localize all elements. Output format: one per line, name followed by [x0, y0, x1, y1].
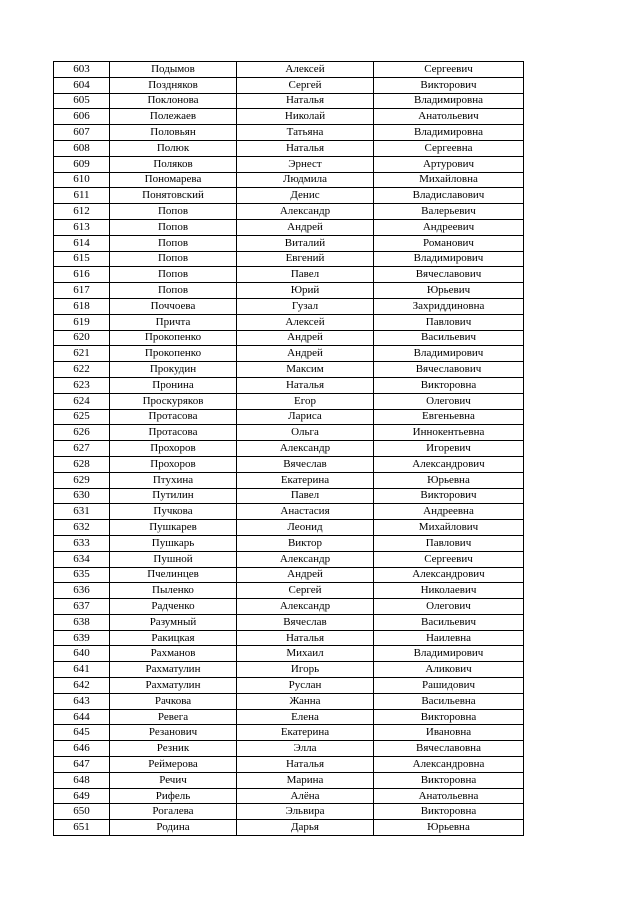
first-name-cell: Андрей	[237, 330, 374, 346]
first-name-cell: Алёна	[237, 788, 374, 804]
patronymic-cell: Валерьевич	[374, 204, 524, 220]
first-name-cell: Екатерина	[237, 472, 374, 488]
patronymic-cell: Александровна	[374, 757, 524, 773]
last-name-cell: Поляков	[110, 156, 237, 172]
last-name-cell: Резник	[110, 741, 237, 757]
row-number-cell: 638	[54, 614, 110, 630]
last-name-cell: Разумный	[110, 614, 237, 630]
row-number-cell: 651	[54, 820, 110, 836]
last-name-cell: Полежаев	[110, 109, 237, 125]
table-row	[54, 820, 524, 836]
table-row	[54, 156, 524, 172]
first-name-cell: Наталья	[237, 140, 374, 156]
table-row	[54, 204, 524, 220]
row-number-cell: 608	[54, 140, 110, 156]
first-name-cell: Александр	[237, 204, 374, 220]
first-name-cell: Александр	[237, 441, 374, 457]
row-number-cell: 648	[54, 772, 110, 788]
row-number-cell: 629	[54, 472, 110, 488]
first-name-cell: Алексей	[237, 62, 374, 78]
row-number-cell: 630	[54, 488, 110, 504]
first-name-cell: Егор	[237, 393, 374, 409]
patronymic-cell: Викторович	[374, 77, 524, 93]
row-number-cell: 646	[54, 741, 110, 757]
row-number-cell: 627	[54, 441, 110, 457]
table-row	[54, 709, 524, 725]
patronymic-cell: Владимирович	[374, 346, 524, 362]
patronymic-cell: Васильевич	[374, 614, 524, 630]
patronymic-cell: Васильевна	[374, 693, 524, 709]
patronymic-cell: Вячеславовна	[374, 741, 524, 757]
first-name-cell: Александр	[237, 551, 374, 567]
table-row	[54, 520, 524, 536]
first-name-cell: Елена	[237, 709, 374, 725]
last-name-cell: Попов	[110, 251, 237, 267]
first-name-cell: Сергей	[237, 583, 374, 599]
patronymic-cell: Сергеевна	[374, 140, 524, 156]
row-number-cell: 637	[54, 599, 110, 615]
name-list-table	[53, 61, 524, 836]
last-name-cell: Половьян	[110, 125, 237, 141]
row-number-cell: 604	[54, 77, 110, 93]
first-name-cell: Павел	[237, 488, 374, 504]
table-row	[54, 314, 524, 330]
row-number-cell: 616	[54, 267, 110, 283]
table-row	[54, 725, 524, 741]
table-row	[54, 472, 524, 488]
last-name-cell: Птухина	[110, 472, 237, 488]
table-row	[54, 583, 524, 599]
table-row	[54, 788, 524, 804]
first-name-cell: Виталий	[237, 235, 374, 251]
table-row	[54, 93, 524, 109]
row-number-cell: 635	[54, 567, 110, 583]
last-name-cell: Рахманов	[110, 646, 237, 662]
row-number-cell: 633	[54, 535, 110, 551]
row-number-cell: 641	[54, 662, 110, 678]
table-row	[54, 109, 524, 125]
table-row	[54, 488, 524, 504]
row-number-cell: 610	[54, 172, 110, 188]
row-number-cell: 644	[54, 709, 110, 725]
first-name-cell: Эльвира	[237, 804, 374, 820]
patronymic-cell: Викторовна	[374, 804, 524, 820]
patronymic-cell: Игоревич	[374, 441, 524, 457]
first-name-cell: Наталья	[237, 377, 374, 393]
last-name-cell: Прокудин	[110, 362, 237, 378]
first-name-cell: Дарья	[237, 820, 374, 836]
last-name-cell: Пучкова	[110, 504, 237, 520]
table-row	[54, 140, 524, 156]
table-row	[54, 425, 524, 441]
patronymic-cell: Захриддиновна	[374, 298, 524, 314]
patronymic-cell: Романович	[374, 235, 524, 251]
row-number-cell: 614	[54, 235, 110, 251]
last-name-cell: Попов	[110, 204, 237, 220]
table-row	[54, 662, 524, 678]
row-number-cell: 634	[54, 551, 110, 567]
first-name-cell: Денис	[237, 188, 374, 204]
patronymic-cell: Владимирович	[374, 251, 524, 267]
patronymic-cell: Олегович	[374, 599, 524, 615]
last-name-cell: Протасова	[110, 425, 237, 441]
table-row	[54, 630, 524, 646]
table-row	[54, 188, 524, 204]
patronymic-cell: Павлович	[374, 535, 524, 551]
row-number-cell: 632	[54, 520, 110, 536]
first-name-cell: Евгений	[237, 251, 374, 267]
row-number-cell: 605	[54, 93, 110, 109]
last-name-cell: Пыленко	[110, 583, 237, 599]
patronymic-cell: Владимировна	[374, 93, 524, 109]
patronymic-cell: Олегович	[374, 393, 524, 409]
table-row	[54, 757, 524, 773]
row-number-cell: 603	[54, 62, 110, 78]
row-number-cell: 612	[54, 204, 110, 220]
first-name-cell: Жанна	[237, 693, 374, 709]
first-name-cell: Сергей	[237, 77, 374, 93]
patronymic-cell: Сергеевич	[374, 62, 524, 78]
row-number-cell: 615	[54, 251, 110, 267]
row-number-cell: 628	[54, 456, 110, 472]
last-name-cell: Рифель	[110, 788, 237, 804]
table-row	[54, 298, 524, 314]
patronymic-cell: Артурович	[374, 156, 524, 172]
first-name-cell: Юрий	[237, 283, 374, 299]
row-number-cell: 642	[54, 678, 110, 694]
patronymic-cell: Андреевич	[374, 219, 524, 235]
last-name-cell: Поччоева	[110, 298, 237, 314]
last-name-cell: Реймерова	[110, 757, 237, 773]
row-number-cell: 626	[54, 425, 110, 441]
first-name-cell: Элла	[237, 741, 374, 757]
row-number-cell: 639	[54, 630, 110, 646]
patronymic-cell: Михайлович	[374, 520, 524, 536]
last-name-cell: Прокопенко	[110, 346, 237, 362]
last-name-cell: Попов	[110, 219, 237, 235]
first-name-cell: Виктор	[237, 535, 374, 551]
last-name-cell: Понятовский	[110, 188, 237, 204]
first-name-cell: Андрей	[237, 567, 374, 583]
last-name-cell: Пушкарь	[110, 535, 237, 551]
table-row	[54, 646, 524, 662]
table-row	[54, 441, 524, 457]
last-name-cell: Прокопенко	[110, 330, 237, 346]
first-name-cell: Леонид	[237, 520, 374, 536]
first-name-cell: Ольга	[237, 425, 374, 441]
patronymic-cell: Анатольевна	[374, 788, 524, 804]
table-row	[54, 409, 524, 425]
patronymic-cell: Александрович	[374, 567, 524, 583]
table-row	[54, 456, 524, 472]
patronymic-cell: Юрьевна	[374, 472, 524, 488]
table-row	[54, 125, 524, 141]
last-name-cell: Речич	[110, 772, 237, 788]
last-name-cell: Попов	[110, 235, 237, 251]
table-row	[54, 678, 524, 694]
first-name-cell: Наталья	[237, 757, 374, 773]
row-number-cell: 618	[54, 298, 110, 314]
first-name-cell: Руслан	[237, 678, 374, 694]
row-number-cell: 649	[54, 788, 110, 804]
row-number-cell: 617	[54, 283, 110, 299]
first-name-cell: Татьяна	[237, 125, 374, 141]
first-name-cell: Людмила	[237, 172, 374, 188]
table-row	[54, 62, 524, 78]
table-row	[54, 393, 524, 409]
last-name-cell: Поклонова	[110, 93, 237, 109]
patronymic-cell: Вячеславович	[374, 267, 524, 283]
patronymic-cell: Наилевна	[374, 630, 524, 646]
patronymic-cell: Аликович	[374, 662, 524, 678]
table-row	[54, 741, 524, 757]
patronymic-cell: Викторовна	[374, 709, 524, 725]
patronymic-cell: Иннокентьевна	[374, 425, 524, 441]
table-row	[54, 772, 524, 788]
first-name-cell: Николай	[237, 109, 374, 125]
first-name-cell: Игорь	[237, 662, 374, 678]
row-number-cell: 619	[54, 314, 110, 330]
first-name-cell: Павел	[237, 267, 374, 283]
last-name-cell: Подымов	[110, 62, 237, 78]
last-name-cell: Пушкарев	[110, 520, 237, 536]
table-row	[54, 235, 524, 251]
row-number-cell: 622	[54, 362, 110, 378]
table-row	[54, 535, 524, 551]
table-row	[54, 693, 524, 709]
name-list-body	[54, 62, 524, 836]
patronymic-cell: Николаевич	[374, 583, 524, 599]
first-name-cell: Екатерина	[237, 725, 374, 741]
first-name-cell: Марина	[237, 772, 374, 788]
table-row	[54, 172, 524, 188]
first-name-cell: Вячеслав	[237, 456, 374, 472]
last-name-cell: Протасова	[110, 409, 237, 425]
row-number-cell: 645	[54, 725, 110, 741]
patronymic-cell: Викторович	[374, 488, 524, 504]
last-name-cell: Ревега	[110, 709, 237, 725]
patronymic-cell: Владиславович	[374, 188, 524, 204]
last-name-cell: Пронина	[110, 377, 237, 393]
patronymic-cell: Андреевна	[374, 504, 524, 520]
table-row	[54, 551, 524, 567]
table-row	[54, 504, 524, 520]
row-number-cell: 621	[54, 346, 110, 362]
row-number-cell: 620	[54, 330, 110, 346]
first-name-cell: Эрнест	[237, 156, 374, 172]
first-name-cell: Вячеслав	[237, 614, 374, 630]
last-name-cell: Рогалева	[110, 804, 237, 820]
first-name-cell: Алексей	[237, 314, 374, 330]
first-name-cell: Гузал	[237, 298, 374, 314]
first-name-cell: Лариса	[237, 409, 374, 425]
row-number-cell: 650	[54, 804, 110, 820]
patronymic-cell: Сергеевич	[374, 551, 524, 567]
patronymic-cell: Евгеньевна	[374, 409, 524, 425]
first-name-cell: Михаил	[237, 646, 374, 662]
table-row	[54, 330, 524, 346]
last-name-cell: Родина	[110, 820, 237, 836]
patronymic-cell: Ивановна	[374, 725, 524, 741]
last-name-cell: Поздняков	[110, 77, 237, 93]
last-name-cell: Путилин	[110, 488, 237, 504]
row-number-cell: 640	[54, 646, 110, 662]
row-number-cell: 624	[54, 393, 110, 409]
patronymic-cell: Владимировна	[374, 125, 524, 141]
last-name-cell: Резанович	[110, 725, 237, 741]
row-number-cell: 606	[54, 109, 110, 125]
last-name-cell: Пчелинцев	[110, 567, 237, 583]
patronymic-cell: Вячеславович	[374, 362, 524, 378]
first-name-cell: Андрей	[237, 219, 374, 235]
patronymic-cell: Михайловна	[374, 172, 524, 188]
table-row	[54, 283, 524, 299]
last-name-cell: Радченко	[110, 599, 237, 615]
last-name-cell: Прохоров	[110, 441, 237, 457]
table-row	[54, 804, 524, 820]
row-number-cell: 647	[54, 757, 110, 773]
patronymic-cell: Викторовна	[374, 377, 524, 393]
row-number-cell: 607	[54, 125, 110, 141]
last-name-cell: Пономарева	[110, 172, 237, 188]
last-name-cell: Рахматулин	[110, 678, 237, 694]
row-number-cell: 609	[54, 156, 110, 172]
row-number-cell: 623	[54, 377, 110, 393]
table-row	[54, 77, 524, 93]
row-number-cell: 613	[54, 219, 110, 235]
last-name-cell: Полюк	[110, 140, 237, 156]
last-name-cell: Ракицкая	[110, 630, 237, 646]
last-name-cell: Прохоров	[110, 456, 237, 472]
table-row	[54, 377, 524, 393]
patronymic-cell: Юрьевна	[374, 820, 524, 836]
first-name-cell: Анастасия	[237, 504, 374, 520]
patronymic-cell: Владимирович	[374, 646, 524, 662]
patronymic-cell: Анатольевич	[374, 109, 524, 125]
first-name-cell: Андрей	[237, 346, 374, 362]
last-name-cell: Попов	[110, 283, 237, 299]
last-name-cell: Попов	[110, 267, 237, 283]
table-row	[54, 251, 524, 267]
first-name-cell: Александр	[237, 599, 374, 615]
table-row	[54, 567, 524, 583]
table-row	[54, 614, 524, 630]
table-row	[54, 219, 524, 235]
patronymic-cell: Викторовна	[374, 772, 524, 788]
row-number-cell: 631	[54, 504, 110, 520]
first-name-cell: Максим	[237, 362, 374, 378]
first-name-cell: Наталья	[237, 93, 374, 109]
patronymic-cell: Васильевич	[374, 330, 524, 346]
table-row	[54, 267, 524, 283]
table-row	[54, 346, 524, 362]
first-name-cell: Наталья	[237, 630, 374, 646]
patronymic-cell: Рашидович	[374, 678, 524, 694]
row-number-cell: 636	[54, 583, 110, 599]
last-name-cell: Рахматулин	[110, 662, 237, 678]
row-number-cell: 611	[54, 188, 110, 204]
table-row	[54, 362, 524, 378]
patronymic-cell: Павлович	[374, 314, 524, 330]
last-name-cell: Проскуряков	[110, 393, 237, 409]
table-row	[54, 599, 524, 615]
patronymic-cell: Александрович	[374, 456, 524, 472]
row-number-cell: 625	[54, 409, 110, 425]
last-name-cell: Пушной	[110, 551, 237, 567]
patronymic-cell: Юрьевич	[374, 283, 524, 299]
last-name-cell: Причта	[110, 314, 237, 330]
row-number-cell: 643	[54, 693, 110, 709]
last-name-cell: Рачкова	[110, 693, 237, 709]
